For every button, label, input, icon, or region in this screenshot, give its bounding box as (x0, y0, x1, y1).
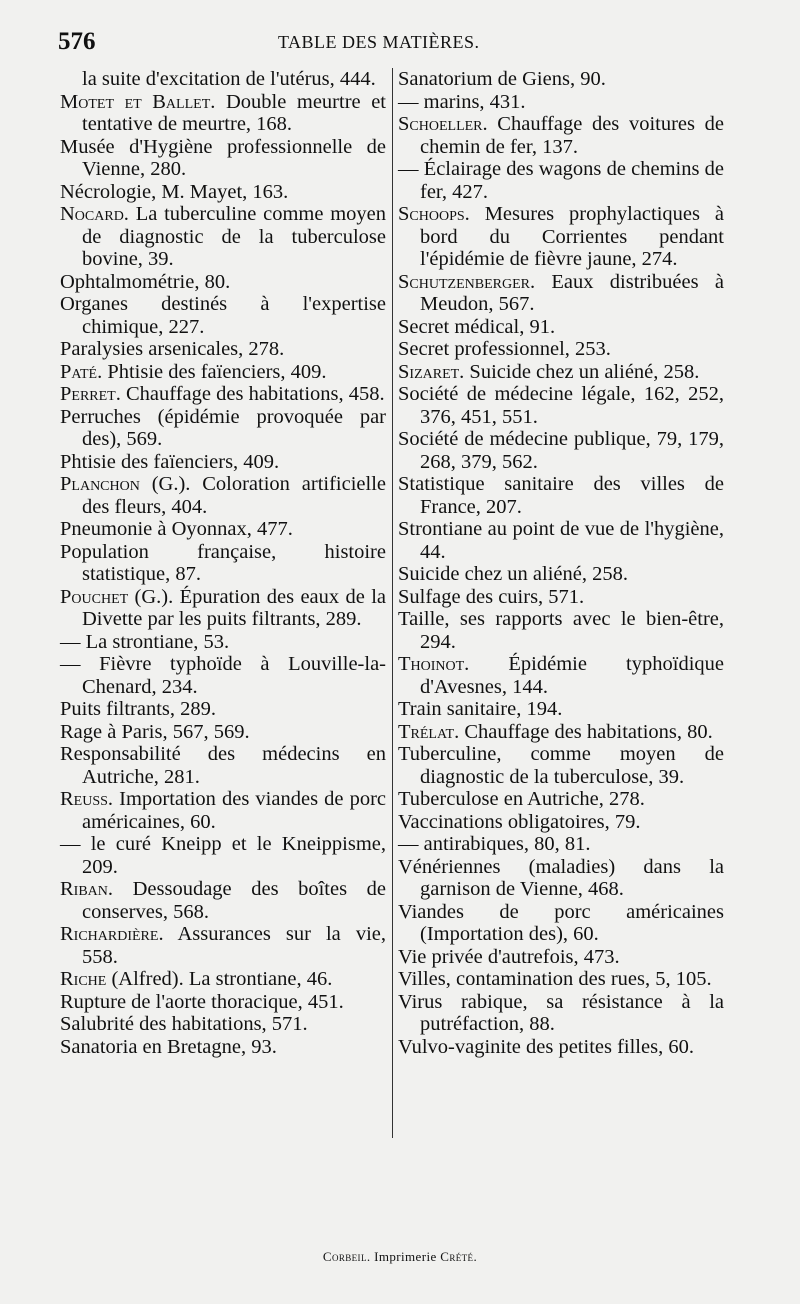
entry-text: Rupture de l'aorte thoracique, 451. (60, 990, 344, 1013)
entry-text: Chauffage des voitures de chemin de fer, 137. (420, 113, 724, 158)
entry-author: Schutzenberger. (398, 270, 536, 293)
index-entry (398, 856, 724, 901)
index-entry (60, 203, 386, 271)
index-entry (60, 698, 386, 721)
entry-text: — Éclairage des wagons de chemins de fer, 427. (398, 158, 724, 203)
index-entry (60, 338, 386, 361)
index-entry (398, 91, 724, 114)
entry-text: Vie privée d'autrefois, 473. (398, 945, 620, 968)
index-entry (398, 113, 724, 158)
index-entry (398, 428, 724, 473)
index-entry (60, 136, 386, 181)
index-entry (398, 338, 724, 361)
entry-author: Paté. (60, 360, 103, 383)
entry-text: Vaccinations obligatoires, 79. (398, 810, 641, 833)
entry-author: Thoinot. (398, 653, 470, 675)
index-entry (398, 361, 724, 384)
entry-text: Train sanitaire, 194. (398, 698, 563, 720)
entry-text: Rage à Paris, 567, 569. (60, 720, 250, 743)
index-entry (398, 563, 724, 586)
index-entry (398, 203, 724, 271)
page-header (58, 28, 722, 58)
entry-author: Planchon (60, 473, 140, 495)
entry-text: Phtisie des faïenciers, 409. (60, 450, 280, 473)
index-entry (398, 271, 724, 316)
entry-text: Ophtalmométrie, 80. (60, 270, 231, 293)
index-entry (398, 901, 724, 946)
entry-text: Assurances sur la vie, 558. (82, 923, 386, 968)
entry-author: Trélat. (398, 720, 460, 743)
index-entry (398, 743, 724, 788)
entry-text: Importation des viandes de porc américaines, 60. (82, 788, 386, 833)
entry-text: — Fièvre typhoïde à Louville-la-Chenard, 234. (60, 653, 386, 698)
entry-text: Suicide chez un aliéné, 258. (464, 360, 700, 383)
entry-text: la suite d'excitation de l'utérus, 444. (82, 68, 376, 90)
index-entry (398, 608, 724, 653)
index-entry (398, 316, 724, 339)
entry-text: (Alfred). La strontiane, 46. (106, 968, 333, 990)
index-entry (60, 361, 386, 384)
entry-text: Salubrité des habitations, 571. (60, 1013, 308, 1035)
index-entry (60, 721, 386, 744)
column-divider (392, 68, 393, 1138)
entry-text: Pneumonie à Oyonnax, 477. (60, 518, 293, 540)
index-entry (398, 518, 724, 563)
entry-text: Statistique sanitaire des villes de France, 207. (398, 473, 724, 518)
index-entry (398, 991, 724, 1036)
index-entry (60, 406, 386, 451)
entry-text: Perruches (épidémie provoquée par des), 569. (60, 405, 386, 450)
entry-text: Eaux distribuées à Meudon, 567. (420, 270, 724, 315)
index-entry (398, 721, 724, 744)
entry-text: Organes destinés à l'expertise chimique, 227. (60, 293, 386, 338)
index-entry (60, 271, 386, 294)
entry-author: Sizaret. (398, 360, 465, 383)
index-entry (398, 383, 724, 428)
index-entry (60, 68, 386, 91)
index-entry (60, 518, 386, 541)
entry-text: Épidémie typhoïdique d'Avesnes, 144. (420, 653, 724, 698)
index-entry (60, 91, 386, 136)
index-entry (60, 383, 386, 406)
entry-text: — marins, 431. (398, 90, 526, 113)
entry-text: Phtisie des faïenciers, 409. (102, 360, 327, 383)
index-entry (60, 923, 386, 968)
entry-text: Strontiane au point de vue de l'hygiène, 44. (398, 518, 724, 563)
entry-text: Sanatoria en Bretagne, 93. (60, 1035, 277, 1058)
entry-text: Sulfage des cuirs, 571. (398, 585, 585, 608)
entry-text: Paralysies arsenicales, 278. (60, 338, 285, 360)
entry-text: — La strontiane, 53. (60, 630, 230, 653)
index-entry (398, 698, 724, 721)
entry-text: — le curé Kneipp et le Kneippisme, 209. (60, 833, 386, 878)
index-entry (398, 968, 724, 991)
entry-text: Villes, contamination des rues, 5, 105. (398, 968, 712, 990)
entry-text: Virus rabique, sa résistance à la putréfaction, 88. (398, 990, 724, 1035)
entry-text: Secret professionnel, 253. (398, 338, 611, 360)
index-entry (60, 878, 386, 923)
entry-text: Population française, histoire statistique, 87. (60, 540, 386, 585)
entry-author: Pouchet (60, 585, 129, 608)
entry-text: Tuberculose en Autriche, 278. (398, 788, 645, 810)
entry-text: Chauffage des habitations, 458. (120, 383, 385, 405)
index-entry (60, 743, 386, 788)
index-entry (60, 541, 386, 586)
entry-text: Viandes de porc américaines (Importation des), 60. (398, 900, 724, 945)
entry-text: Société de médecine publique, 79, 179, 268, 379, 562. (398, 428, 724, 473)
index-entry (398, 158, 724, 203)
entry-text: Sanatorium de Giens, 90. (398, 68, 606, 90)
printer-imprint (0, 1249, 800, 1265)
index-entry (60, 293, 386, 338)
entry-author: Nocard. (60, 203, 129, 225)
entry-text: Secret médical, 91. (398, 315, 556, 338)
entry-text: Vulvo-vaginite des petites filles, 60. (398, 1035, 694, 1058)
index-entry (60, 586, 386, 631)
index-entry (60, 181, 386, 204)
entry-author: Richardière. (60, 923, 164, 945)
index-entry (60, 1013, 386, 1036)
printer-owner: Crété. (440, 1249, 478, 1264)
index-entry (60, 473, 386, 518)
printer-city: Corbeil. (322, 1249, 371, 1264)
entry-author: Motet et Ballet. (60, 90, 216, 113)
index-column-right (398, 68, 724, 1058)
index-entry (60, 653, 386, 698)
entry-text: Responsabilité des médecins en Autriche, 281. (60, 743, 386, 788)
index-entry (398, 946, 724, 969)
index-entry (60, 833, 386, 878)
index-entry (60, 991, 386, 1014)
entry-text: Nécrologie, M. Mayet, 163. (60, 180, 289, 203)
entry-text: Chauffage des habitations, 80. (459, 720, 713, 743)
entry-text: Puits filtrants, 289. (60, 698, 217, 720)
index-entry (398, 811, 724, 834)
entry-text: (G.). Épuration des eaux de la Divette par les puits filtrants, 289. (82, 585, 386, 630)
entry-text: Musée d'Hygiène professionnelle de Vienne, 280. (60, 135, 386, 180)
index-column-left (60, 68, 386, 1058)
entry-text: (G.). Coloration artificielle des fleurs, 404. (82, 473, 386, 518)
entry-author: Riche (60, 968, 107, 990)
index-entry (398, 586, 724, 609)
entry-author: Schoops. (398, 203, 470, 225)
entry-text: Taille, ses rapports avec le bien-être, 294. (398, 608, 724, 653)
index-entry (60, 451, 386, 474)
entry-text: Tuberculine, comme moyen de diagnostic de la tuberculose, 39. (398, 743, 724, 788)
printer-text: Imprimerie (370, 1249, 441, 1264)
entry-author: Riban. (60, 878, 114, 900)
index-entry (398, 833, 724, 856)
running-title: TABLE DES MATIÈRES. (278, 32, 480, 52)
entry-text: Suicide chez un aliéné, 258. (398, 563, 628, 585)
index-entry (398, 653, 724, 698)
page-number: 576 (58, 28, 96, 55)
index-entry (60, 1036, 386, 1059)
entry-text: La tuberculine comme moyen de diagnostic de la tuberculose bovine, 39. (82, 203, 386, 270)
entry-text: Vénériennes (maladies) dans la garnison de Vienne, 468. (398, 855, 724, 900)
entry-text: Société de médecine légale, 162, 252, 376, 451, 551. (398, 383, 724, 428)
entry-text: Double meurtre et tentative de meurtre, 168. (82, 90, 386, 135)
index-entry (60, 631, 386, 654)
index-entry (60, 968, 386, 991)
index-entry (60, 788, 386, 833)
index-entry (398, 788, 724, 811)
entry-author: Reuss. (60, 788, 114, 810)
index-entry (398, 473, 724, 518)
index-entry (398, 1036, 724, 1059)
entry-text: Dessoudage des boîtes de conserves, 568. (82, 878, 386, 923)
entry-author: Perret. (60, 383, 121, 405)
entry-author: Schoeller. (398, 113, 488, 135)
entry-text: — antirabiques, 80, 81. (398, 833, 591, 855)
index-entry (398, 68, 724, 91)
entry-text: Mesures prophylactiques à bord du Corrientes pendant l'épidémie de fièvre jaune, 274. (420, 203, 724, 270)
